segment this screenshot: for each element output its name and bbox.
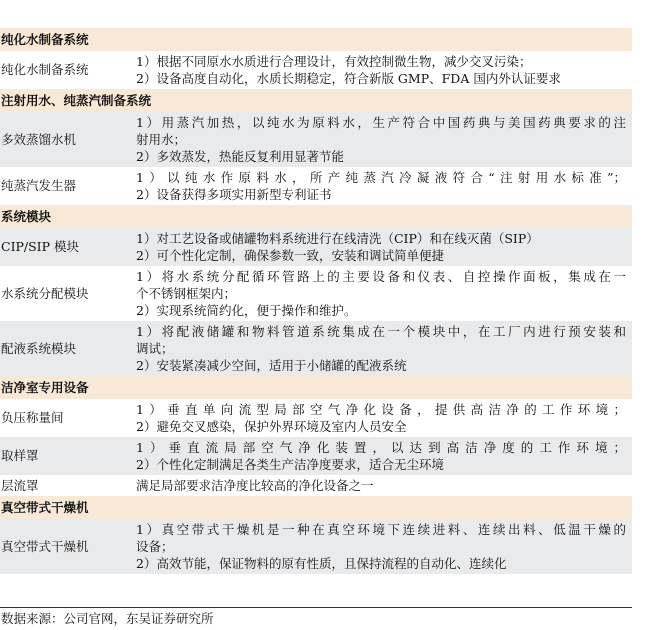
description-line: 2）设备高度自动化，水质长期稳定，符合新版 GMP、FDA 国内外认证要求 [136,71,561,86]
row-label: 纯蒸汽发生器 [1,178,77,193]
description-line: 满足局部要求洁净度比较高的净化设备之一 [136,478,374,493]
row-label: 层流罩 [1,477,39,493]
description-line: 2）安装紧凑减少空间，适用于小储罐的配液系统 [136,358,407,373]
table-row [0,475,632,496]
table-row [0,51,632,89]
description-line: 射用水； [136,132,187,147]
row-description [136,169,626,203]
row-description [136,268,626,319]
table-row [0,266,632,321]
row-label: 纯化水制备系统 [1,62,89,77]
description-line: 1）真空带式干燥机是一种在真空环境下连续进料、连续出料、低温干燥的 [136,522,626,537]
section-header: 系统模块 [0,205,632,228]
table-row [0,228,632,266]
description-line: 2）避免交叉感染，保护外界环境及室内人员安全 [136,419,407,434]
row-label: 真空带式干燥机 [1,538,89,554]
row-description [136,439,626,473]
description-line: 1）根据不同原水水质进行合理设计，有效控制微生物，减少交叉污染； [136,54,532,69]
row-label: 负压称量间 [1,410,64,425]
table-row [0,321,632,376]
description-line: 2）设备获得多项实用新型专利证书 [136,187,332,202]
description-line: 1）用蒸汽加热，以纯水为原料水，生产符合中国药典与美国药典要求的注 [136,115,626,130]
row-label: CIP/SIP 模块 [1,239,80,254]
row-description [136,401,626,435]
row-description [136,521,626,572]
section-header: 纯化水制备系统 [0,28,632,51]
row-description [136,477,626,494]
description-line: 2）个性化定制满足各类生产洁净度要求，适合无尘环境 [136,457,444,472]
description-line: 调试； [136,341,174,356]
data-source-note: 数据来源：公司官网，东吴证券研究所 [1,611,214,626]
row-label: 取样罩 [1,448,39,463]
section-header: 注射用水、纯蒸汽制备系统 [0,89,632,112]
row-description [136,114,626,165]
table-row [0,519,632,574]
table-row [0,112,632,167]
row-description [136,53,626,87]
description-line: 设备； [136,539,174,554]
description-line: 2）可个性化定制，确保参数一致，安装和调试简单便捷 [136,248,444,263]
description-line: 2）实现系统简约化，便于操作和维护。 [136,303,357,318]
row-label: 水系统分配模块 [1,285,89,301]
row-label: 配液系统模块 [1,340,77,356]
table-row [0,437,632,475]
table-row [0,399,632,437]
description-line: 1）将配液储罐和物料管道系统集成在一个模块中，在工厂内进行预安装和 [136,324,626,339]
description-line: 2）高效节能，保证物料的原有性质，且保持流程的自动化、连续化 [136,556,507,571]
description-line: 个不锈钢框架内； [136,286,237,301]
section-header: 真空带式干燥机 [0,496,632,519]
row-label: 多效蒸馏水机 [1,131,77,147]
row-description [136,230,626,264]
description-line: 1）以纯水作原料水，所产纯蒸汽冷凝液符合“注射用水标准”； [136,170,626,185]
section-header: 洁净室专用设备 [0,376,632,399]
description-line: 1）将水系统分配循环管路上的主要设备和仪表、自控操作面板，集成在一 [136,269,626,284]
description-line: 1）垂直单向流型局部空气净化设备，提供高洁净的工作环境； [136,402,626,417]
table-bottom-rule [0,607,632,608]
description-line: 1）对工艺设备或储罐物料系统进行在线清洗（CIP）和在线灭菌（SIP） [136,231,539,246]
description-line: 2）多效蒸发，热能反复利用显著节能 [136,149,344,164]
row-description [136,323,626,374]
table-row [0,167,632,205]
description-line: 1）垂直流局部空气净化装置，以达到高洁净度的工作环境； [136,440,626,455]
